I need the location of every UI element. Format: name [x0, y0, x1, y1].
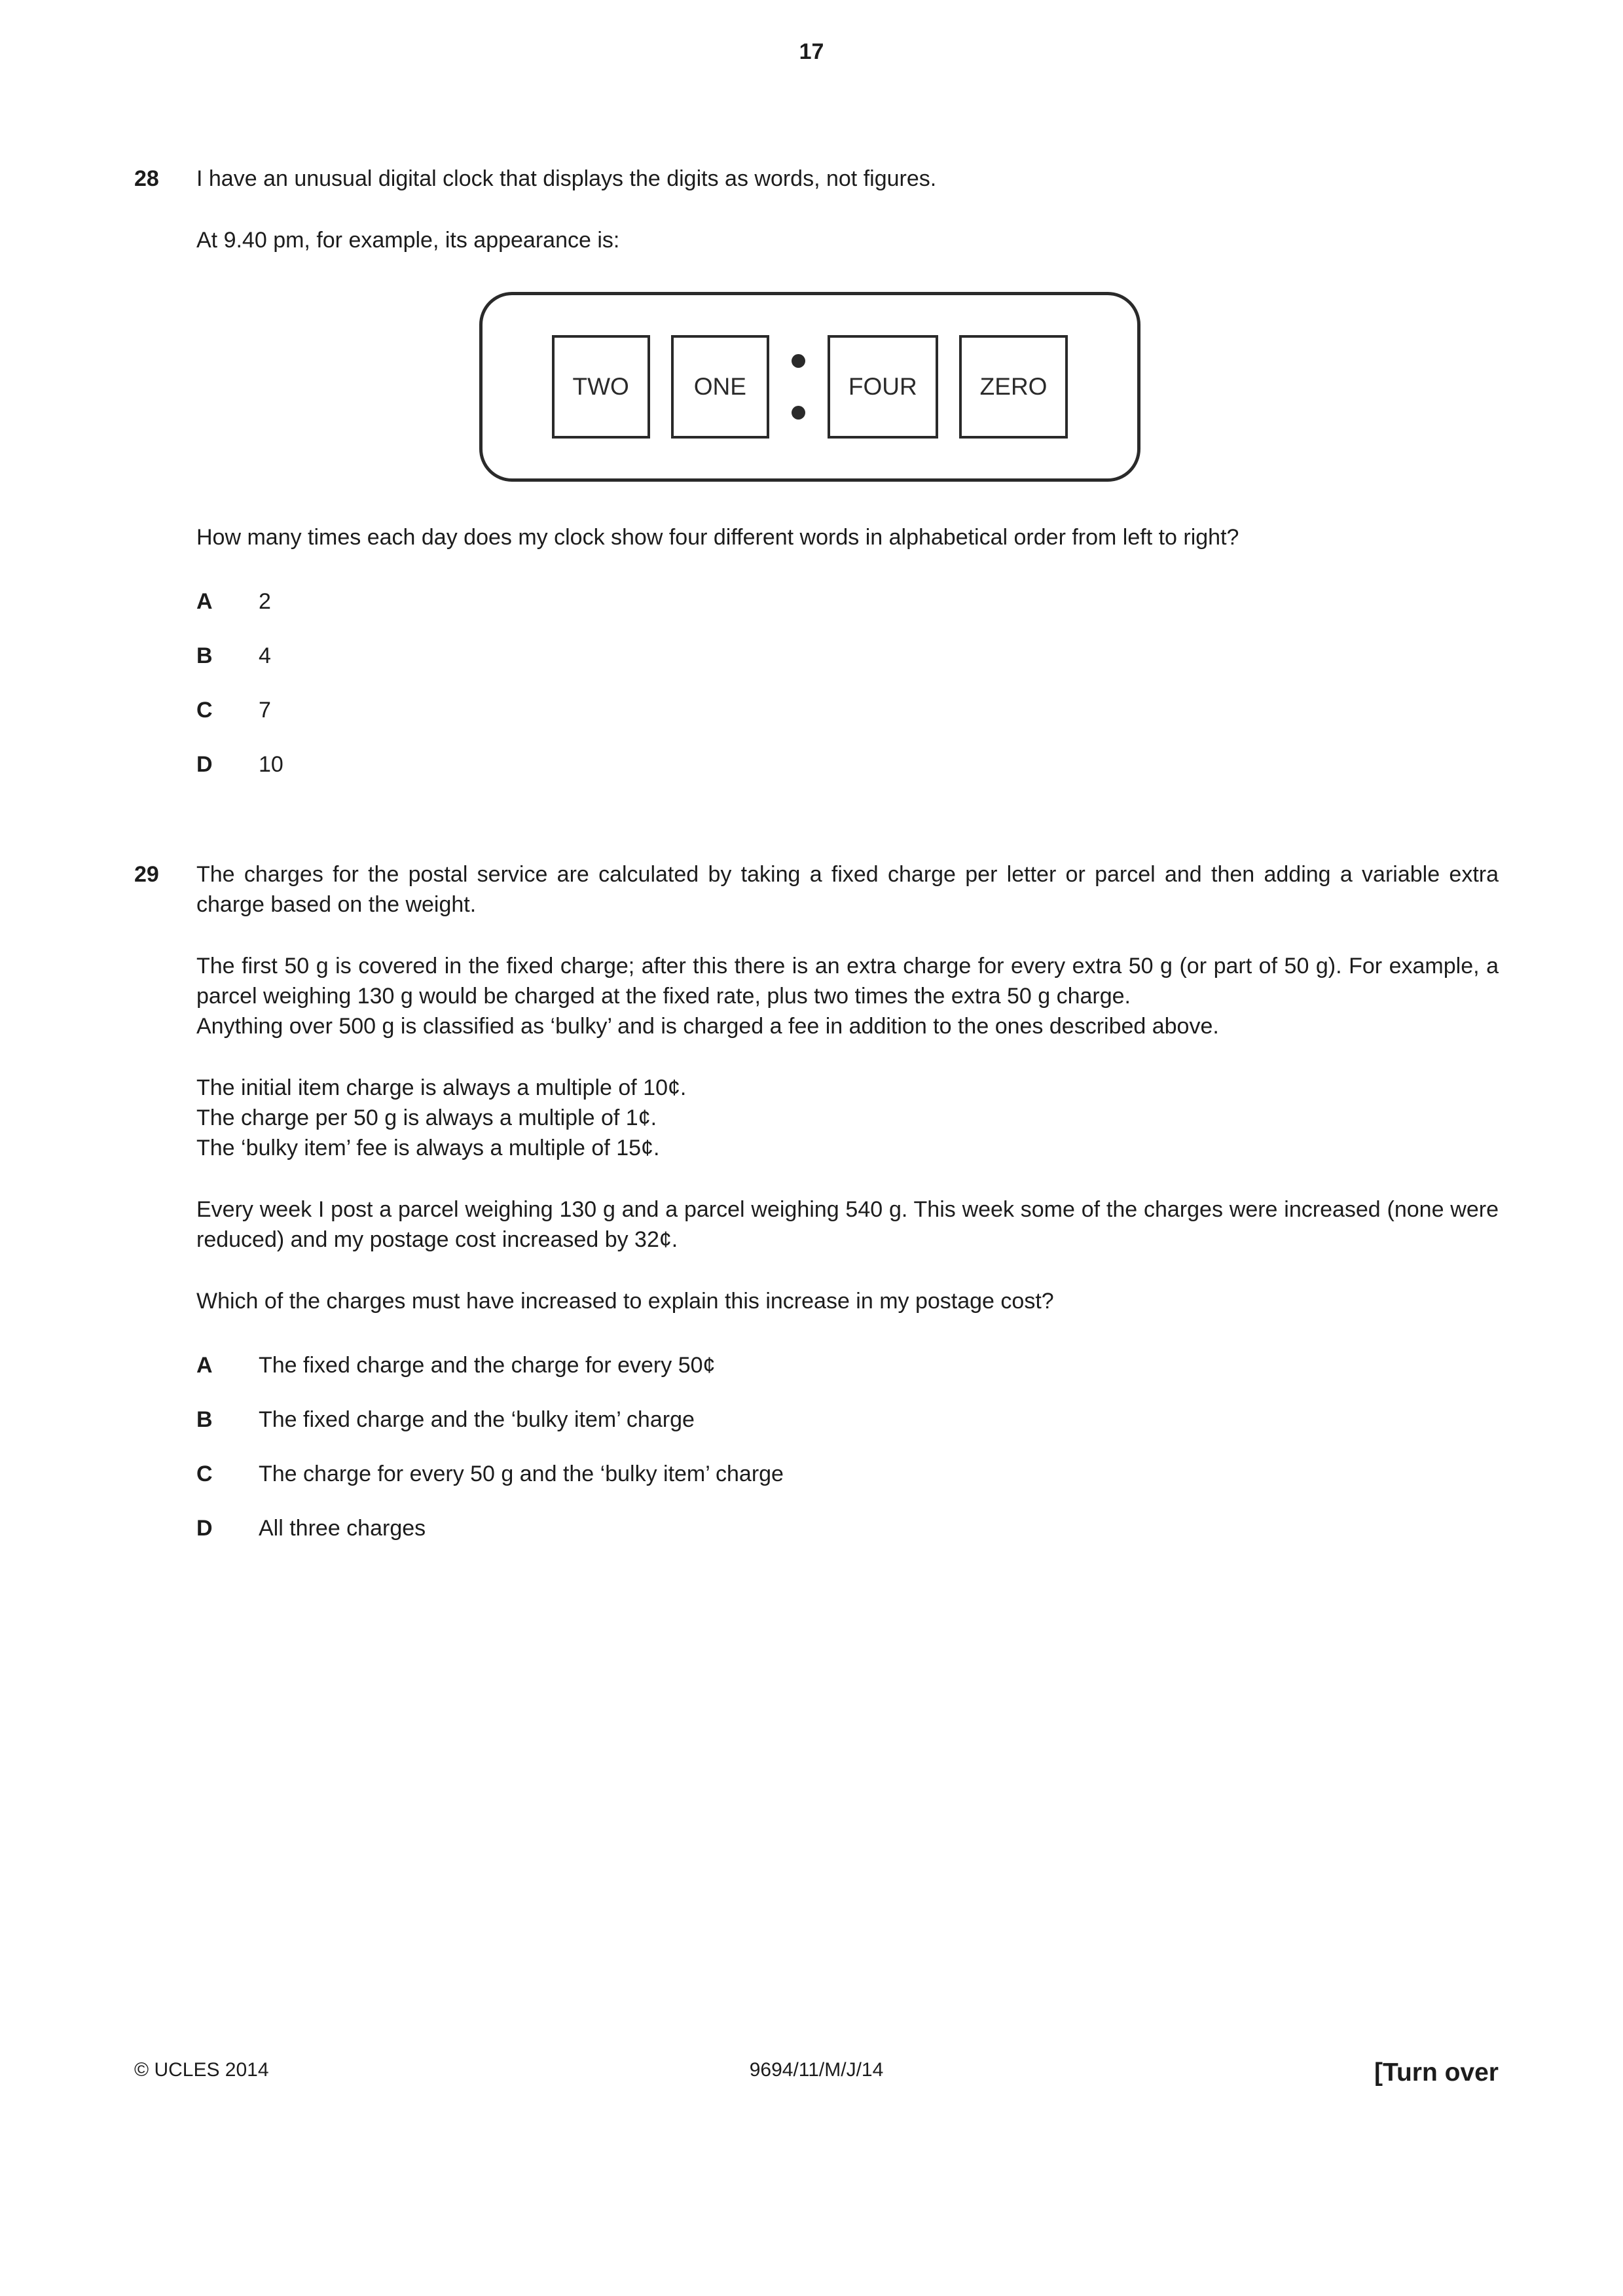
q29-para-2a: The first 50 g is covered in the fixed charge; after this there is an extra charge for every extra 50 g (or part of 50 g). For example, a parcel weighing 130 g would be charged at the fixed rate, plus two times the extra 50 g charge.	[196, 954, 1499, 1009]
q29-option-d	[196, 1513, 1499, 1543]
paper-code: 9694/11/M/J/14	[749, 2059, 884, 2081]
option-text: 10	[259, 752, 283, 777]
q29-para-1: The charges for the postal service are calculated by taking a fixed charge per letter or parcel and then adding a variable extra charge based on the weight.	[196, 862, 1499, 917]
q28-option-a	[196, 586, 1499, 617]
question-28	[134, 164, 1499, 780]
option-letter: A	[196, 589, 213, 614]
question-29-body	[196, 859, 1499, 1543]
q29-rule-per-50g-charge: The charge per 50 g is always a multiple of 1¢.	[196, 1105, 657, 1130]
option-letter: D	[196, 752, 213, 777]
clock-word-hours-tens: TWO	[552, 335, 650, 439]
page-number: 17	[799, 39, 824, 64]
q29-options	[196, 1350, 1499, 1543]
q28-intro-text: I have an unusual digital clock that displays the digits as words, not figures.	[196, 166, 937, 191]
option-text: The fixed charge and the ‘bulky item’ charge	[259, 1407, 695, 1432]
q28-option-b	[196, 641, 1499, 671]
q28-option-c	[196, 695, 1499, 725]
question-28-body	[196, 164, 1499, 780]
q28-options	[196, 586, 1499, 780]
q29-para-2b: Anything over 500 g is classified as ‘bulky’ and is charged a fee in addition to the ones described above.	[196, 1014, 1219, 1039]
q29-rule-bulky-fee: The ‘bulky item’ fee is always a multiple of 15¢.	[196, 1136, 660, 1160]
clock-word-minutes-tens: FOUR	[828, 335, 938, 439]
clock-colon	[790, 354, 807, 420]
option-text: The fixed charge and the charge for every 50¢	[259, 1353, 716, 1378]
option-letter: B	[196, 1407, 213, 1432]
q28-question-text: How many times each day does my clock show four different words in alphabetical order from left to right?	[196, 525, 1239, 550]
question-29	[134, 859, 1499, 1543]
copyright-notice: © UCLES 2014	[134, 2059, 269, 2081]
option-letter: C	[196, 1462, 213, 1486]
digital-clock-diagram	[479, 292, 1140, 482]
q29-option-c	[196, 1459, 1499, 1489]
q29-rule-initial-charge: The initial item charge is always a multiple of 10¢.	[196, 1075, 687, 1100]
page-content	[134, 164, 1499, 1543]
turn-over-label: [Turn over	[1374, 2058, 1499, 2087]
colon-dot-bottom	[792, 406, 805, 420]
question-29-number: 29	[134, 862, 159, 887]
colon-dot-top	[792, 354, 805, 368]
q29-option-b	[196, 1405, 1499, 1435]
option-letter: D	[196, 1516, 213, 1541]
option-text: All three charges	[259, 1516, 426, 1541]
q29-para-4: Every week I post a parcel weighing 130 g and a parcel weighing 540 g. This week some of the charges were increased (none were reduced) and my postage cost increased by 32¢.	[196, 1197, 1499, 1252]
option-letter: B	[196, 643, 213, 668]
question-28-number: 28	[134, 166, 159, 191]
q29-option-a	[196, 1350, 1499, 1380]
option-text: 2	[259, 589, 271, 614]
q29-question-text: Which of the charges must have increased to explain this increase in my postage cost?	[196, 1289, 1054, 1314]
q29-charge-rules	[196, 1073, 1499, 1163]
clock-word-minutes-units: ZERO	[959, 335, 1068, 439]
option-letter: A	[196, 1353, 213, 1378]
q28-option-d	[196, 749, 1499, 780]
page-footer	[134, 2046, 1499, 2085]
option-letter: C	[196, 698, 213, 723]
option-text: 4	[259, 643, 271, 668]
option-text: The charge for every 50 g and the ‘bulky item’ charge	[259, 1462, 784, 1486]
clock-word-hours-units: ONE	[671, 335, 769, 439]
q28-example-line: At 9.40 pm, for example, its appearance is:	[196, 228, 620, 253]
option-text: 7	[259, 698, 271, 723]
